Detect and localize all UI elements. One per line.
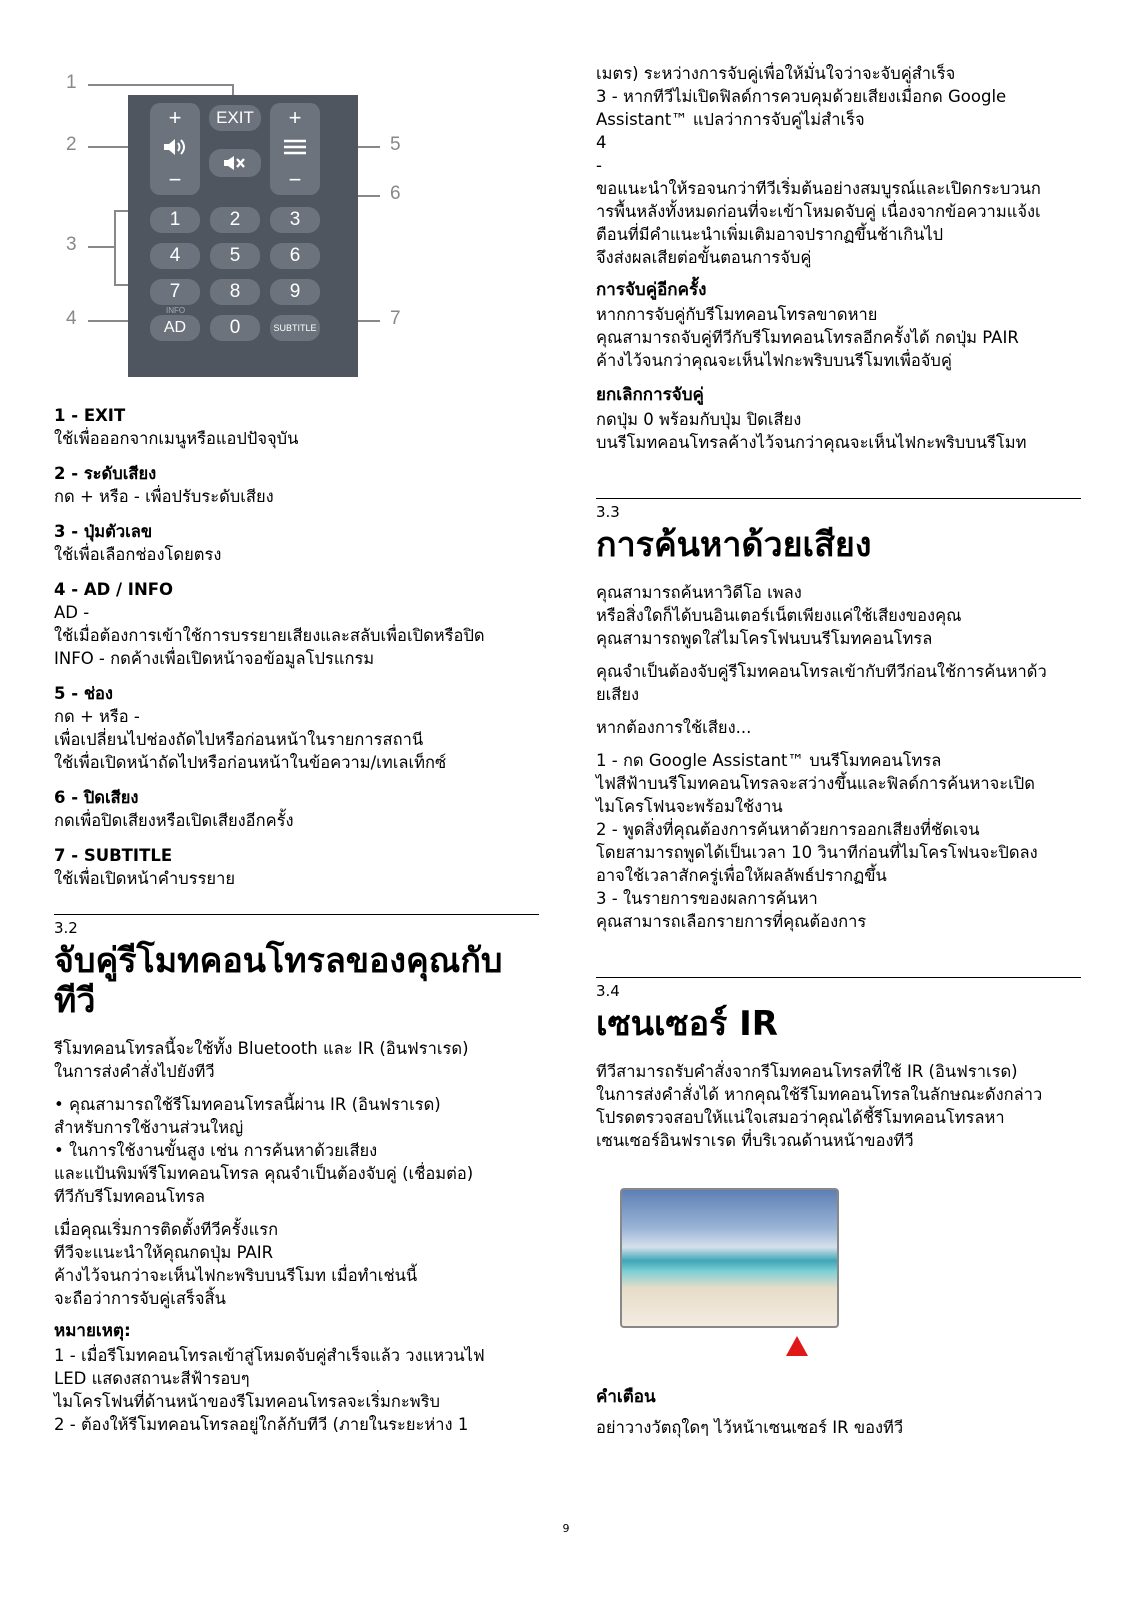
callout-line-3b [114, 210, 116, 284]
text-line: ค้างไว้จนกว่าจะเห็นไฟกะพริบบนรีโมท เมื่อทำเช่นนี้ [54, 1266, 418, 1285]
text-line: เมตร) ระหว่างการจับคู่เพื่อให้มั่นใจว่าจะจับคู่สำเร็จ [596, 64, 956, 83]
button-description-line: กดเพื่อปิดเสียงหรือเปิดเสียงอีกครั้ง [54, 811, 294, 830]
text-line: - [596, 156, 602, 175]
volume-rocker [150, 103, 200, 195]
digit-2-button: 2 [210, 207, 260, 233]
digit-3-button: 3 [270, 207, 320, 233]
callout-2: 2 [66, 134, 77, 155]
button-description [54, 786, 539, 832]
button-description-line: AD - [54, 603, 90, 622]
button-description-line: ใช้เพื่อเปิดหน้าถัดไปหรือก่อนหน้าในข้อความ/เทเลเท็กซ์ [54, 753, 447, 772]
text-line: 4 [596, 133, 607, 152]
text-line: 1 - กด Google Assistant™ บนรีโมทคอนโทรล [596, 751, 942, 770]
note-heading: หมายเหตุ: [54, 1321, 131, 1341]
text-line: 3 - ในรายการของผลการค้นหา [596, 889, 818, 908]
text-line: จึงส่งผลเสียต่อขั้นตอนการจับคู่ [596, 248, 812, 267]
digit-5-button: 5 [210, 243, 260, 269]
text-line: 2 - ต้องให้รีโมทคอนโทรลอยู่ใกล้กับทีวี (ภายในระยะห่าง 1 [54, 1415, 469, 1434]
text-line: 3 - หากทีวีไม่เปิดฟิลด์การควบคุมด้วยเสียงเมื่อกด Google [596, 87, 1007, 106]
voice-pair-required [596, 660, 1081, 706]
text-line: หรือสิ่งใดก็ได้บนอินเตอร์เน็ตเพียงแค่ใช้เสียงของคุณ [596, 606, 962, 625]
digit-9-button: 9 [270, 279, 320, 305]
button-description [54, 578, 539, 670]
button-description-line: ใช้เพื่อเปิดหน้าคำบรรยาย [54, 869, 236, 888]
button-description-line: กด + หรือ - [54, 707, 140, 726]
callout-6: 6 [390, 183, 401, 204]
button-description-heading: 1 - EXIT [54, 406, 126, 425]
section-3-3-title: การค้นหาด้วยเสียง [596, 525, 872, 565]
text-line: จะถือว่าการจับคู่เสร็จสิ้น [54, 1289, 226, 1308]
section-3-4-title: เซนเซอร์ IR [596, 1004, 778, 1044]
text-line: ขอแนะนำให้รอจนกว่าทีวีเริ่มต้นอย่างสมบูรณ์และเปิดกระบวนก [596, 179, 1041, 198]
left-column [54, 58, 539, 1446]
text-line: อย่าวางวัตถุใดๆ ไว้หน้าเซนเซอร์ IR ของทีวี [596, 1418, 904, 1437]
text-line: 1 - เมื่อรีโมทคอนโทรลเข้าสู่โหมดจับคู่สำเร็จแล้ว วงแหวนไฟ [54, 1346, 485, 1365]
text-line: คุณสามารถค้นหาวิดีโอ เพลง [596, 583, 802, 602]
text-line: อาจใช้เวลาสักครู่เพื่อให้ผลลัพธ์ปรากฏขึ้น [596, 866, 887, 885]
text-line: ยเสียง [596, 685, 640, 704]
pairing-usage [54, 1093, 539, 1208]
callout-4: 4 [66, 308, 77, 329]
channel-minus: − [288, 167, 302, 192]
button-descriptions [54, 404, 539, 890]
pairing-notes-continued [596, 62, 1081, 269]
callout-line-1 [88, 84, 234, 86]
section-3-3-number: 3.3 [596, 498, 1081, 521]
channel-rocker [270, 103, 320, 195]
remote-diagram [54, 58, 539, 388]
pairing-first-install [54, 1218, 539, 1310]
text-line: ตือนที่มีคำแนะนำเพิ่มเติมอาจปรากฏขึ้นช้าเกินไป [596, 225, 944, 244]
voice-steps [596, 749, 1081, 933]
callout-1: 1 [66, 72, 77, 93]
volume-minus: − [168, 167, 182, 192]
text-line: โปรดตรวจสอบให้แน่ใจเสมอว่าคุณได้ชี้รีโมทคอนโทรลหา [596, 1108, 1005, 1127]
text-line: ในการส่งคำสั่งได้ หากคุณใช้รีโมทคอนโทรลในลักษณะดังกล่าว [596, 1085, 1043, 1104]
button-description-heading: 3 - ปุ่มตัวเลข [54, 522, 153, 541]
button-description-heading: 2 - ระดับเสียง [54, 464, 157, 483]
text-line: หากต้องการใช้เสียง... [596, 718, 752, 737]
text-line: สำหรับการใช้งานส่วนใหญ่ [54, 1118, 244, 1137]
text-line: คุณจำเป็นต้องจับคู่รีโมทคอนโทรลเข้ากับทีวีก่อนใช้การค้นหาด้ว [596, 662, 1047, 681]
unpair-text [596, 408, 1081, 454]
text-line: คุณสามารถพูดใส่ไมโครโฟนบนรีโมทคอนโทรล [596, 629, 933, 648]
voice-how-to [596, 716, 1081, 739]
pairing-notes [54, 1344, 539, 1436]
channel-list-icon [284, 139, 306, 160]
text-line: รีโมทคอนโทรลนี้จะใช้ทั้ง Bluetooth และ IR (อินฟราเรด) [54, 1039, 469, 1058]
remote-control [128, 95, 358, 377]
text-line: ไมโครโฟนที่ด้านหน้าของรีโมทคอนโทรลจะเริ่มกะพริบ [54, 1392, 440, 1411]
text-line: • คุณสามารถใช้รีโมทคอนโทรลนี้ผ่าน IR (อินฟราเรด) [54, 1095, 441, 1114]
info-label: INFO [166, 306, 186, 315]
volume-icon [162, 138, 188, 161]
repair-text [596, 303, 1081, 372]
exit-button: EXIT [209, 105, 261, 131]
button-description [54, 404, 539, 450]
section-3-2-number: 3.2 [54, 914, 539, 937]
section-3-2-title: จับคู่รีโมทคอนโทรลของคุณกับทีวี [54, 941, 503, 1021]
button-description-heading: 5 - ช่อง [54, 684, 113, 703]
digit-6-button: 6 [270, 243, 320, 269]
callout-line-3 [88, 246, 114, 248]
text-line: ทีวีจะแนะนำให้คุณกดปุ่ม PAIR [54, 1243, 274, 1262]
warning-text [596, 1416, 1081, 1439]
button-description-line: ใช้เพื่อเลือกช่องโดยตรง [54, 545, 222, 564]
button-description [54, 682, 539, 774]
button-description [54, 844, 539, 890]
text-line: และแป้นพิมพ์รีโมทคอนโทรล คุณจำเป็นต้องจับคู่ (เชื่อมต่อ) [54, 1164, 474, 1183]
text-line: ทีวีกับรีโมทคอนโทรล [54, 1187, 206, 1206]
text-line: คุณสามารถเลือกรายการที่คุณต้องการ [596, 912, 867, 931]
text-line: LED แสดงสถานะสีฟ้ารอบๆ [54, 1369, 250, 1388]
callout-3: 3 [66, 234, 77, 255]
text-line: Assistant™ แปลว่าการจับคู่ไม่สำเร็จ [596, 110, 865, 129]
text-line: ทีวีสามารถรับคำสั่งจากรีโมทคอนโทรลที่ใช้ IR (อินฟราเรด) [596, 1062, 1018, 1081]
right-column [596, 62, 1081, 1449]
tv-screen-beach-image [620, 1188, 839, 1328]
page-number: 9 [562, 1522, 570, 1535]
text-line: ไมโครโฟนจะพร้อมใช้งาน [596, 797, 783, 816]
text-line: • ในการใช้งานขั้นสูง เช่น การค้นหาด้วยเสียง [54, 1141, 378, 1160]
digit-1-button: 1 [150, 207, 200, 233]
volume-plus: + [168, 105, 182, 130]
text-line: ไฟสีฟ้าบนรีโมทคอนโทรลจะสว่างขึ้นและฟิลด์การค้นหาจะเปิด [596, 774, 1035, 793]
ir-sensor-text [596, 1060, 1081, 1152]
callout-5: 5 [390, 134, 401, 155]
repair-heading: การจับคู่อีกครั้ง [596, 280, 707, 300]
digit-8-button: 8 [210, 279, 260, 305]
digit-0-button: 0 [210, 315, 260, 341]
text-line: บนรีโมทคอนโทรลค้างไว้จนกว่าคุณจะเห็นไฟกะพริบบนรีโมท [596, 433, 1027, 452]
text-line: เมื่อคุณเริ่มการติดตั้งทีวีครั้งแรก [54, 1220, 279, 1239]
channel-plus: + [288, 105, 302, 130]
pairing-intro [54, 1037, 539, 1083]
button-description-line: กด + หรือ - เพื่อปรับระดับเสียง [54, 487, 274, 506]
text-line: หากการจับคู่กับรีโมทคอนโทรลขาดหาย [596, 305, 878, 324]
text-line: กดปุ่ม 0 พร้อมกับปุ่ม ปิดเสียง [596, 410, 802, 429]
ir-sensor-arrow-icon [786, 1336, 808, 1356]
mute-icon [209, 149, 261, 177]
button-description [54, 462, 539, 508]
text-line: ารพื้นหลังทั้งหมดก่อนที่จะเข้าโหมดจับคู่ เนื่องจากข้อความแจ้งเ [596, 202, 1041, 221]
text-line: โดยสามารถพูดได้เป็นเวลา 10 วินาทีก่อนที่ไมโครโฟนจะปิดลง [596, 843, 1038, 862]
button-description [54, 520, 539, 566]
button-description-heading: 6 - ปิดเสียง [54, 788, 139, 807]
digit-4-button: 4 [150, 243, 200, 269]
digit-7-button: 7 [150, 279, 200, 305]
subtitle-button: SUBTITLE [270, 315, 320, 341]
button-description-line: INFO - กดค้างเพื่อเปิดหน้าจอข้อมูลโปรแกรม [54, 649, 375, 668]
ad-button: AD [150, 315, 200, 341]
voice-intro [596, 581, 1081, 650]
text-line: 2 - พูดสิ่งที่คุณต้องการค้นหาด้วยการออกเสียงที่ชัดเจน [596, 820, 980, 839]
unpair-heading: ยกเลิกการจับคู่ [596, 385, 704, 405]
text-line: ในการส่งคำสั่งไปยังทีวี [54, 1062, 215, 1081]
warning-heading: คำเตือน [596, 1387, 656, 1407]
button-description-line: ใช้เพื่อออกจากเมนูหรือแอปปัจจุบัน [54, 429, 299, 448]
button-description-heading: 4 - AD / INFO [54, 580, 174, 599]
section-3-4-number: 3.4 [596, 977, 1081, 1000]
callout-7: 7 [390, 308, 401, 329]
button-description-heading: 7 - SUBTITLE [54, 846, 173, 865]
text-line: เซนเซอร์อินฟราเรด ที่บริเวณด้านหน้าของทีวี [596, 1131, 914, 1150]
button-description-line: เพื่อเปลี่ยนไปช่องถัดไปหรือก่อนหน้าในรายการสถานี [54, 730, 424, 749]
text-line: ค้างไว้จนกว่าคุณจะเห็นไฟกะพริบบนรีโมทเพื่อจับคู่ [596, 351, 952, 370]
button-description-line: ใช้เมื่อต้องการเข้าใช้การบรรยายเสียงและสลับเพื่อเปิดหรือปิด [54, 626, 485, 645]
text-line: คุณสามารถจับคู่ทีวีกับรีโมทคอนโทรลอีกครั้งได้ กดปุ่ม PAIR [596, 328, 1019, 347]
